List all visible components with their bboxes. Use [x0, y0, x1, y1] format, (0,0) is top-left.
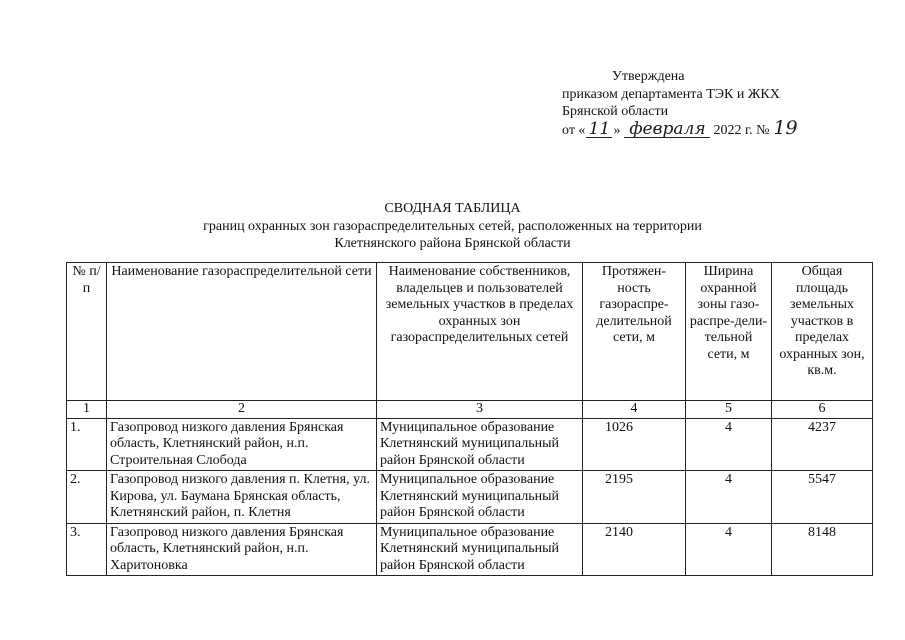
header-cell: Наименование газораспределительной сети: [107, 263, 377, 401]
column-number-row: [67, 401, 873, 419]
header-cell: Наименование собственников, владельцев и пользователей земельных участков в пределах охранных зон газораспределительных сетей: [377, 263, 583, 401]
handwritten-month: февраля: [624, 122, 710, 138]
header-cell: № п/п: [67, 263, 107, 401]
header-cell: Ширина охранной зоны газо-распре-дели-тельной сети, м: [686, 263, 772, 401]
network-length: 2140: [583, 523, 686, 576]
date-mid: »: [613, 122, 621, 138]
zone-area: 5547: [772, 471, 873, 524]
title-line-3: Клетнянского района Брянской области: [334, 236, 571, 251]
network-name: Газопровод низкого давления п. Клетня, ул. Кирова, ул. Баумана Брянская область, Клетнянский район, п. Клетня: [107, 471, 377, 524]
row-number: 1.: [67, 418, 107, 471]
row-number: 2.: [67, 471, 107, 524]
title-heading: СВОДНАЯ ТАБЛИЦА: [384, 201, 521, 216]
zone-area: 4237: [772, 418, 873, 471]
network-length: 2195: [583, 471, 686, 524]
date-prefix: от «: [562, 122, 586, 138]
summary-table: [66, 262, 873, 576]
zone-width: 4: [686, 471, 772, 524]
header-cell: Протяжен-ность газораспре-делительной сети, м: [583, 263, 686, 401]
zone-width: 4: [686, 523, 772, 576]
owner-name: Муниципальное образование Клетнянский муниципальный район Брянской области: [377, 523, 583, 576]
title-line-2: границ охранных зон газораспределительных сетей, расположенных на территории: [203, 218, 702, 234]
handwritten-number: 19: [773, 116, 798, 139]
approval-block: [562, 68, 798, 139]
row-number: 3.: [67, 523, 107, 576]
handwritten-day: 11: [586, 122, 612, 138]
approval-order: приказом департамента ТЭК и ЖКХ: [562, 86, 780, 102]
zone-width: 4: [686, 418, 772, 471]
table-row: [67, 418, 873, 471]
header-row: [67, 263, 873, 401]
approval-title: Утверждена: [612, 69, 685, 84]
network-name: Газопровод низкого давления Брянская область, Клетнянский район, н.п. Строительная Слобода: [107, 418, 377, 471]
column-number: 4: [583, 401, 686, 419]
column-number: 3: [377, 401, 583, 419]
table-row: [67, 523, 873, 576]
approval-date-line: [562, 116, 798, 140]
column-number: 2: [107, 401, 377, 419]
owner-name: Муниципальное образование Клетнянский муниципальный район Брянской области: [377, 418, 583, 471]
zone-area: 8148: [772, 523, 873, 576]
number-sign: №: [756, 122, 770, 138]
column-number: 5: [686, 401, 772, 419]
network-name: Газопровод низкого давления Брянская область, Клетнянский район, н.п. Харитоновка: [107, 523, 377, 576]
date-year: 2022 г.: [713, 122, 753, 138]
approval-region: Брянской области: [562, 104, 669, 119]
column-number: 1: [67, 401, 107, 419]
header-cell: Общая площадь земельных участков в пределах охранных зон, кв.м.: [772, 263, 873, 401]
network-length: 1026: [583, 418, 686, 471]
column-number: 6: [772, 401, 873, 419]
table-row: [67, 471, 873, 524]
owner-name: Муниципальное образование Клетнянский муниципальный район Брянской области: [377, 471, 583, 524]
document-title: [0, 200, 905, 253]
